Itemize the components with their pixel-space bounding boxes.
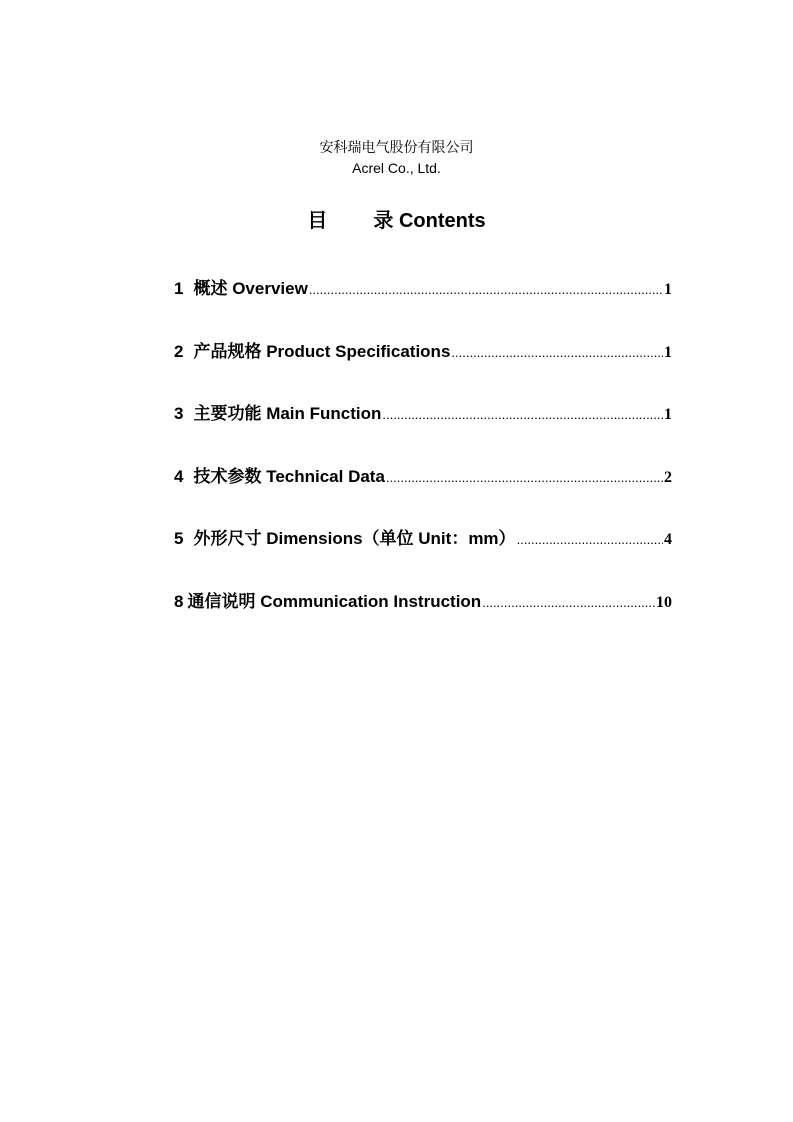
- toc-entry-label: [174, 337, 450, 362]
- toc-entry-number: 8: [174, 591, 184, 611]
- toc-entry-dimensions[interactable]: [174, 524, 672, 587]
- toc-entry-text: 主要功能 Main Function: [193, 404, 382, 424]
- toc-page-number: 1: [664, 281, 672, 298]
- company-name-cn: 安科瑞电气股份有限公司: [319, 140, 474, 156]
- toc-entry-technical-data[interactable]: [174, 462, 672, 525]
- toc-leader-dots: [309, 282, 663, 297]
- toc-leader-dots: [382, 407, 663, 422]
- toc-entry-communication-instruction[interactable]: [174, 587, 672, 650]
- toc-entry-main-function[interactable]: [174, 399, 672, 462]
- toc-leader-dots: [451, 345, 663, 360]
- document-header: [0, 138, 793, 178]
- toc-entry-text: 概述 Overview: [193, 279, 308, 298]
- toc-page-number: 2: [664, 468, 672, 486]
- toc-page-number: 1: [664, 343, 672, 361]
- table-of-contents: [174, 274, 672, 650]
- toc-entry-label: [174, 274, 308, 299]
- toc-entry-text: 技术参数 Technical Data: [193, 466, 385, 486]
- toc-page-number: 4: [664, 531, 672, 549]
- toc-entry-number: 5: [174, 529, 184, 549]
- toc-entry-text: 通信说明 Communication Instruction: [187, 591, 482, 611]
- toc-entry-number: 1: [174, 279, 184, 298]
- toc-entry-number: 3: [174, 404, 184, 424]
- toc-title-cn-a: 目: [307, 210, 328, 232]
- toc-entry-overview[interactable]: [174, 274, 672, 337]
- toc-page-number: 1: [664, 406, 672, 424]
- toc-entry-label: [174, 587, 481, 612]
- toc-entry-number: 4: [174, 466, 184, 486]
- company-name-en: Acrel Co., Ltd.: [352, 160, 441, 176]
- toc-entry-label: [174, 462, 385, 487]
- toc-entry-text: 产品规格 Product Specifications: [193, 341, 451, 361]
- toc-entry-number: 2: [174, 341, 184, 361]
- toc-entry-text: 外形尺寸 Dimensions（单位 Unit：mm）: [193, 529, 516, 549]
- toc-title: [0, 204, 793, 233]
- toc-leader-dots: [517, 532, 663, 547]
- toc-page-number: 10: [656, 593, 672, 611]
- toc-title-en: Contents: [398, 210, 486, 232]
- toc-entry-label: [174, 524, 516, 549]
- toc-entry-label: [174, 399, 381, 424]
- toc-entry-product-specifications[interactable]: [174, 337, 672, 400]
- toc-title-cn-b: 录: [373, 210, 394, 232]
- toc-leader-dots: [482, 595, 655, 610]
- toc-leader-dots: [386, 470, 663, 485]
